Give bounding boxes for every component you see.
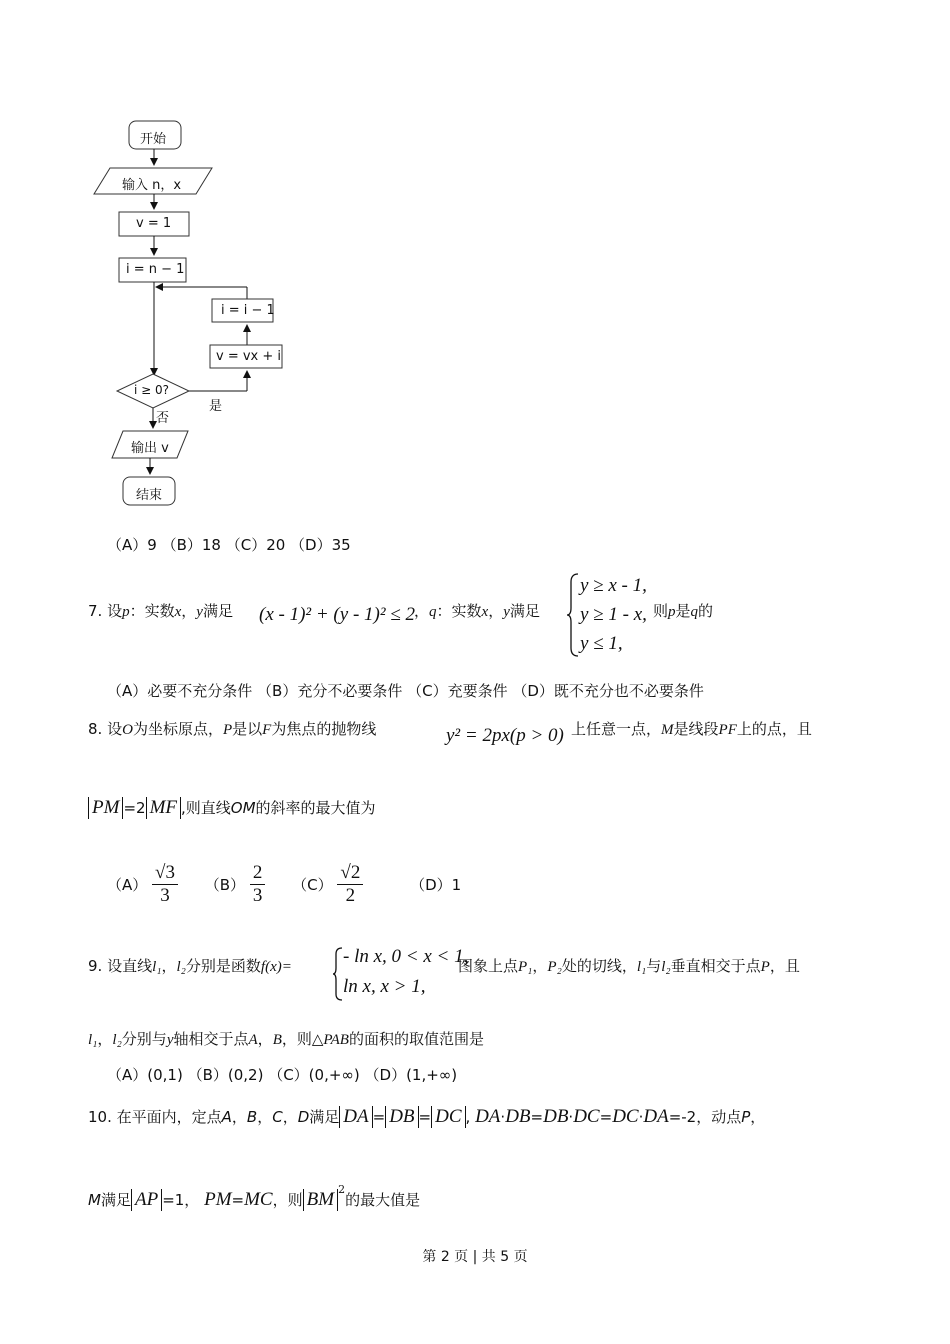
flow-init-v-label: v = 1 <box>136 216 172 231</box>
q10-line2: M满足 AP =1， PM=MC，则 BM $^2$的最大值是 <box>88 1183 421 1210</box>
flow-end-label: 结束 <box>136 488 163 503</box>
flow-input-label: 输入 n，x <box>122 178 182 193</box>
flow-update-v-label: v = vx + i <box>216 349 282 364</box>
flow-condition-label: i ≥ 0? <box>134 383 170 397</box>
q8-line1a: 8. 设O为坐标原点，P是以F为焦点的抛物线 <box>88 720 377 738</box>
flow-no-label: 否 <box>156 411 170 426</box>
flow-init-i-label: i = n − 1 <box>126 262 185 277</box>
flow-dec-i-label: i = i − 1 <box>221 303 275 318</box>
q8-parabola: y² = 2px(p > 0) <box>446 725 564 746</box>
q7-tail: 则p是q的 <box>653 602 714 620</box>
q7-sys3: y ≤ 1, <box>580 633 623 654</box>
flow-output-label: 输出 v <box>131 441 169 456</box>
q9-line1b: 图象上点P₁，P₂处的切线，l₁与l₂垂直相交于点P，且 <box>458 957 800 975</box>
q9-options: （A）(0,1) （B）(0,2) （C）(0,+∞) （D）(1,+∞) <box>107 1066 458 1084</box>
q7-sys2: y ≥ 1 - x, <box>580 604 647 625</box>
q7-brace <box>566 572 580 658</box>
q8-options: （A） $\frac{√3}{3}$ （B） $\frac{2}{3}$ （C） $\frac{√2}{2}$ （D）1 <box>107 862 462 906</box>
q8-line2: PM =2 MF ,则直线OM的斜率的最大值为 <box>88 797 376 819</box>
q7-line: 7. 设p：实数x，y满足 <box>88 602 233 620</box>
q9-line1a: 9. 设直线l₁，l₂分别是函数f(x)= <box>88 957 292 975</box>
flow-start-label: 开始 <box>140 132 167 147</box>
q9-case2: ln x, x > 1, <box>343 976 426 997</box>
q7-q-part: ，q：实数x，y满足 <box>414 602 540 620</box>
page-footer: 第 2 页 | 共 5 页 <box>422 1249 528 1265</box>
q7-sys1: y ≥ x - 1, <box>580 575 647 596</box>
q6-options: （A）9 （B）18 （C）20 （D）35 <box>107 536 351 554</box>
q9-line2: l₁，l₂分别与y轴相交于点A，B，则△PAB的面积的取值范围是 <box>88 1030 484 1048</box>
q7-options: （A）必要不充分条件 （B）充分不必要条件 （C）充要条件 （D）既不充分也不必要条件 <box>107 682 704 700</box>
q7-inequality: (x - 1)² + (y - 1)² ≤ 2 <box>259 604 415 625</box>
q10-line1: 10. 在平面内，定点A，B，C，D满足 DA = DB = DC , DA·DB=DB·DC=DC·DA=-2，动点P， <box>88 1106 766 1127</box>
q8-line1b: 上任意一点，M是线段PF上的点，且 <box>571 720 812 738</box>
flow-yes-label: 是 <box>209 399 223 414</box>
q9-case1: - ln x, 0 < x < 1, <box>343 946 469 967</box>
